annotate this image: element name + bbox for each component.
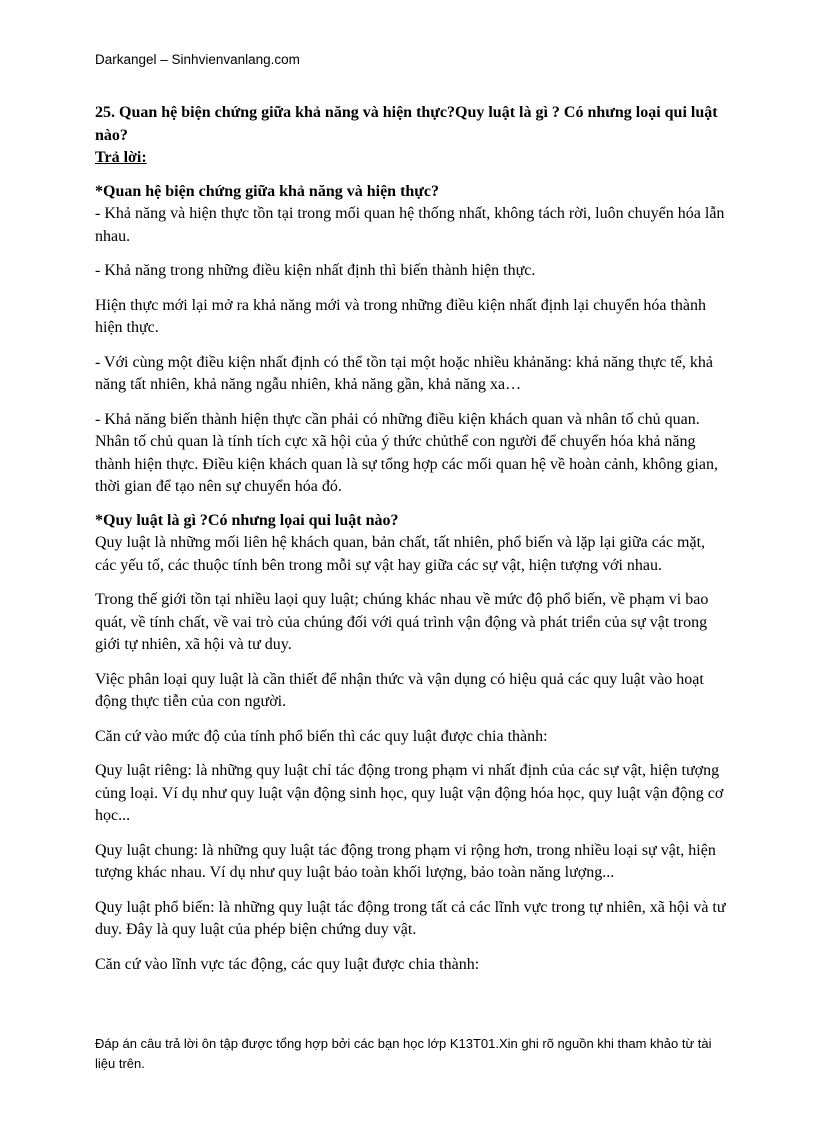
section2-paragraph: Quy luật chung: là những quy luật tác động trong phạm vi rộng hơn, trong nhiều loại sự vật, hiện tượng khác nhau. Ví dụ như quy luật bảo toàn khối lượng, bảo toàn năng lượng... — [95, 841, 716, 881]
question-title: 25. Quan hệ biện chứng giữa khả năng và hiện thực?Quy luật là gì ? Có nhưng loại qui luật nào? — [95, 104, 718, 144]
page-header: Darkangel – Sinhvienvanlang.com — [95, 52, 300, 67]
section2-paragraph: Căn cứ vào mức độ của tính phổ biến thì các quy luật được chia thành: — [95, 727, 548, 745]
answer-label: Trả lời: — [95, 149, 147, 166]
section2-paragraph: Căn cứ vào lĩnh vực tác động, các quy luật được chia thành: — [95, 955, 480, 973]
section1-paragraph: - Với cùng một điều kiện nhất định có thể tồn tại một hoặc nhiều khảnăng: khả năng thực tế, khả năng tất nhiên, khả năng ngẫu nhiên, khả năng gần, khả năng xa… — [95, 353, 714, 393]
section1-paragraph: Hiện thực mới lại mở ra khả năng mới và trong những điều kiện nhất định lại chuyển hóa thành hiện thực. — [95, 296, 707, 336]
section2-paragraph: Quy luật riêng: là những quy luật chỉ tác động trong phạm vi nhất định của các sự vật, hiện tượng củng loại. Ví dụ như quy luật vận động sinh học, quy luật vận động hóa học, quy luật vận động cơ học... — [95, 762, 724, 824]
section1-paragraph: - Khả năng biến thành hiện thực cần phải có những điều kiện khách quan và nhân tố chủ quan. Nhân tố chủ quan là tính tích cực xã hội của ý thức chủthể con người để chuyển hóa khả năng thành hiện thực. Điều kiện khách quan là sự tổng hợp các mối quan hệ về hoàn cảnh, không gian, thời gian để tạo nên sự chuyển hóa đó. — [95, 410, 718, 495]
section2-paragraph: Quy luật phổ biến: là những quy luật tác động trong tất cả các lĩnh vực trong tự nhiên, xã hội và tư duy. Đây là quy luật của phép biện chứng duy vật. — [95, 898, 726, 938]
section1-title: *Quan hệ biện chứng giữa khả năng và hiện thực? — [95, 182, 439, 200]
section2-paragraph: Quy luật là những mối liên hệ khách quan, bản chất, tất nhiên, phổ biến và lặp lại giữa các mặt, các yếu tố, các thuộc tính bên trong mỗi sự vật hay giữa các sự vật, hiện tượng với nhau. — [95, 534, 706, 574]
section1-paragraph: - Khả năng và hiện thực tồn tại trong mối quan hệ thống nhất, không tách rời, luôn chuyển hóa lẫn nhau. — [95, 205, 725, 245]
section2-title: *Quy luật là gì ?Có nhưng lọai qui luật nào? — [95, 511, 399, 529]
document-body — [95, 102, 730, 976]
section2-paragraph: Trong thế giới tồn tại nhiều laọi quy luật; chúng khác nhau về mức độ phổ biến, về phạm vi bao quát, về tính chất, về vai trò của chúng đối với quá trình vận động và phát triển của sự vật trong giới tự nhiên, xã hội và tư duy. — [95, 591, 709, 653]
section2-paragraph: Việc phân loại quy luật là cần thiết để nhận thức và vận dụng có hiệu quả các quy luật vào hoạt động thực tiễn của con người. — [95, 670, 704, 710]
page-footer: Đáp án câu trả lời ôn tập được tổng hợp bởi các bạn học lớp K13T01.Xin ghi rõ nguồn khi tham khảo từ tài liệu trên. — [95, 1036, 712, 1071]
section1-paragraph: - Khả năng trong những điều kiện nhất định thì biến thành hiện thực. — [95, 262, 536, 279]
